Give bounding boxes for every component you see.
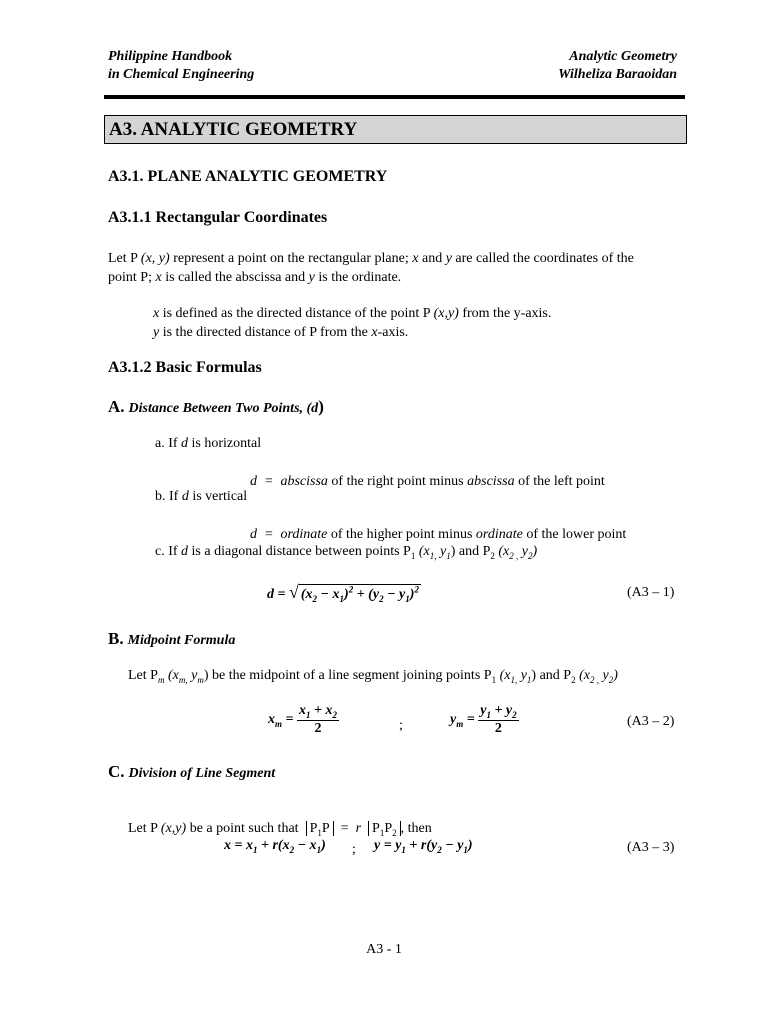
text: ) be the midpoint of a line segment joining points P (203, 668, 492, 683)
text: (x (415, 544, 430, 559)
definitions (153, 304, 551, 342)
header-right (558, 48, 677, 84)
subsection1-title: A3.1.1 Rectangular Coordinates (108, 209, 328, 226)
equation-number-2: (A3 – 2) (627, 714, 675, 729)
text: 1 (410, 550, 416, 561)
text: abscissa (467, 474, 515, 489)
paragraph-line-1 (108, 249, 688, 268)
text (361, 821, 368, 836)
text: ) and P (531, 668, 572, 683)
fraction-x: $\frac{x_1 + x_2}{2}$ (299, 703, 337, 736)
text: 1, (510, 674, 518, 685)
header-right-line2: Wilheliza Baraoidan (558, 67, 677, 82)
text: y (598, 668, 609, 683)
subsection2-title: A3.1.2 Basic Formulas (108, 359, 262, 376)
text: ) (532, 544, 538, 559)
text: P (372, 821, 380, 836)
fraction-y: $\frac{y_1 + y_2}{2}$ (480, 703, 517, 736)
text: 2 (527, 550, 533, 561)
text: of the higher point minus (327, 527, 476, 542)
section-title: A3.1. PLANE ANALYTIC GEOMETRY (108, 168, 388, 185)
text: ) (613, 668, 618, 683)
text: represent a point on the rectangular plane; (169, 251, 413, 266)
text: d (181, 489, 189, 504)
text: = (333, 821, 356, 836)
text: 1 (526, 674, 532, 685)
sectionA-title: Distance Between Two Points, (d (128, 401, 319, 416)
text: be a point such that (186, 821, 306, 836)
text: 1 (379, 827, 385, 838)
text: of the lower point (522, 527, 627, 542)
header-left-line1: Philippine Handbook (108, 49, 233, 64)
text: 2 (494, 720, 502, 736)
text: y (153, 325, 160, 340)
text: ordinate (475, 527, 523, 542)
header-left (108, 48, 254, 84)
text: of the left point (514, 474, 605, 489)
abs-p1p (306, 821, 334, 836)
equation-number-3: (A3 – 3) (627, 840, 675, 855)
text: y (436, 544, 447, 559)
text: d = (250, 474, 281, 489)
text: d = (250, 527, 281, 542)
sectionC-letter: C. (108, 762, 125, 781)
text: 2 , (589, 674, 599, 685)
division-separator: ; (352, 842, 356, 857)
midpoint-formula-x: $x_m$ = $\frac{x_1 + x_2}{2}$ (268, 703, 337, 736)
division-formula-x: $x = x_1 + r(x_2 - x_1)$ (224, 838, 326, 855)
sectionC-text (121, 800, 432, 843)
text: m, (178, 674, 188, 685)
header-rule (104, 95, 685, 99)
text: b. If (155, 489, 182, 504)
text: m (157, 674, 165, 685)
midpoint-separator: ; (399, 718, 403, 733)
header-left-line2: in Chemical Engineering (108, 67, 255, 82)
text: is the ordinate. (314, 270, 402, 285)
sectionA-item-a (155, 434, 261, 453)
text: m (197, 674, 204, 685)
abs-p1p2 (368, 821, 401, 836)
sectionA-title-close: ) (318, 397, 324, 416)
chapter-title: A3. ANALYTIC GEOMETRY (104, 115, 687, 144)
text: 1, (429, 550, 437, 561)
text: is horizontal (188, 436, 262, 451)
sectionA-heading (108, 397, 324, 417)
subsection1-paragraph (108, 249, 688, 287)
sectionC-heading (108, 762, 275, 782)
text: 1 (446, 550, 451, 561)
sectionA-letter: A. (108, 397, 125, 416)
distance-formula-lhs: d (267, 587, 274, 602)
definition-x (153, 304, 551, 323)
sectionB-letter: B. (108, 629, 124, 648)
text: and (418, 251, 446, 266)
text: (x (496, 668, 511, 683)
sectionB-title: Midpoint Formula (127, 633, 236, 648)
text: a. If (155, 436, 182, 451)
text: point P; (108, 270, 156, 285)
text: abscissa (280, 474, 328, 489)
text: (x (575, 668, 590, 683)
text: is the directed distance of P from the (159, 325, 372, 340)
definition-y (153, 323, 551, 342)
text: P (309, 821, 318, 836)
text: 2 (314, 720, 322, 736)
page-number: A3 - 1 (366, 942, 402, 957)
text: r (355, 821, 362, 836)
text: (x (494, 544, 510, 559)
sectionA-item-b-eq (243, 506, 626, 544)
text: -axis. (377, 325, 409, 340)
text: P (321, 821, 330, 836)
text: (x,y) (433, 306, 459, 321)
text: Let P (128, 821, 161, 836)
text: is vertical (188, 489, 248, 504)
text: 2 , (509, 550, 519, 561)
text: 2 (571, 674, 576, 685)
sectionC-title: Division of Line Segment (128, 766, 276, 781)
text: 1 (317, 827, 322, 838)
text: c. If (155, 544, 182, 559)
text: x (371, 325, 378, 340)
division-formula-y: $y = y_1 + r(y_2 - y_1)$ (374, 838, 473, 855)
text: Let P (108, 251, 141, 266)
text: from the y-axis. (458, 306, 552, 321)
text: x (153, 306, 160, 321)
sectionA-item-a-eq (243, 453, 605, 491)
text: x (412, 251, 419, 266)
text: y (517, 668, 527, 683)
text: 1 (491, 674, 497, 685)
sectionB-heading (108, 629, 235, 649)
text: are called the coordinates of the (451, 251, 634, 266)
text: is defined as the directed distance of the point P (159, 306, 434, 321)
text: (x,y) (160, 821, 187, 836)
text: 2 (490, 550, 495, 561)
header-right-line1: Analytic Geometry (569, 49, 677, 64)
text: of the right point minus (327, 474, 468, 489)
text: y (518, 544, 528, 559)
text: is called the abscissa and (161, 270, 309, 285)
distance-formula (267, 582, 421, 604)
text: (x (164, 668, 179, 683)
text: P (384, 821, 393, 836)
text: x (155, 270, 162, 285)
text: y (187, 668, 198, 683)
midpoint-formula-y: $y_m$ = $\frac{y_1 + y_2}{2}$ (450, 703, 517, 736)
text: d (181, 436, 189, 451)
equation-number-1: (A3 – 1) (627, 585, 675, 600)
text: ordinate (280, 527, 328, 542)
text: 2 (392, 827, 397, 838)
text: (x, y) (140, 251, 170, 266)
sectionA-item-c (155, 542, 537, 566)
text: 2 (608, 674, 614, 685)
text: ) and P (450, 544, 491, 559)
sectionA-item-b (155, 487, 247, 506)
paragraph-line-2 (108, 268, 688, 287)
text: Let P (128, 668, 158, 683)
text: y (445, 251, 452, 266)
text: d (181, 544, 189, 559)
text: y (308, 270, 315, 285)
sectionB-text (128, 666, 618, 690)
text: is a diagonal distance between points P (188, 544, 411, 559)
text: , then (400, 821, 432, 836)
distance-formula-rhs: = √ $(x_2 - x_1)^2 + (y_2 - y_1)^2$ (277, 582, 419, 604)
